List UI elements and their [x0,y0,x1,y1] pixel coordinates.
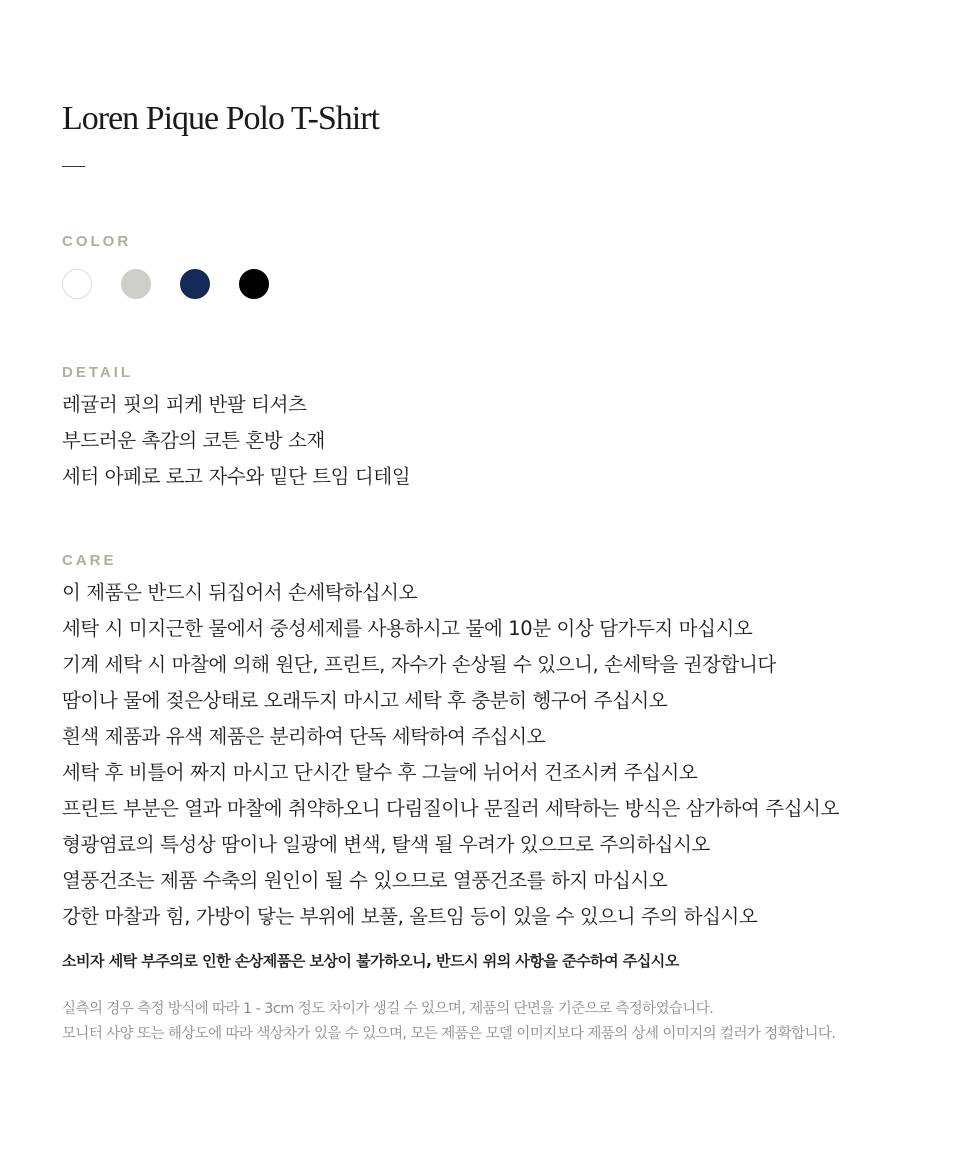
care-line: 세탁 후 비틀어 짜지 마시고 단시간 탈수 후 그늘에 뉘어서 건조시켜 주십시오 [62,761,698,784]
care-line: 땀이나 물에 젖은상태로 오래두지 마시고 세탁 후 충분히 헹구어 주십시오 [62,689,668,712]
detail-line: 부드러운 촉감의 코튼 혼방 소재 [62,429,325,452]
care-line: 열풍건조는 제품 수축의 원인이 될 수 있으므로 열풍건조를 하지 마십시오 [62,869,668,892]
color-swatch-black[interactable] [239,269,269,299]
note-line: 모니터 사양 또는 해상도에 따라 색상차가 있을 수 있으며, 모든 제품은 모델 이미지보다 제품의 상세 이미지의 컬러가 정확합니다. [62,1026,836,1042]
detail-list [62,387,410,495]
care-line: 강한 마찰과 힘, 가방이 닿는 부위에 보풀, 올트임 등이 있을 수 있으니 주의 하십시오 [62,905,758,928]
care-section-label: CARE [62,552,117,569]
care-list [62,575,839,935]
measurement-notes [62,997,835,1047]
care-line: 형광염료의 특성상 땀이나 일광에 변색, 탈색 될 우려가 있으므로 주의하십시오 [62,833,710,856]
care-line: 세탁 시 미지근한 물에서 중성세제를 사용하시고 물에 10분 이상 담가두지 마십시오 [62,617,753,640]
care-line: 흰색 제품과 유색 제품은 분리하여 단독 세탁하여 주십시오 [62,725,546,748]
product-title: Loren Pique Polo T-Shirt [62,100,379,137]
care-line: 이 제품은 반드시 뒤집어서 손세탁하십시오 [62,581,418,604]
title-divider [62,166,85,167]
color-swatches [62,269,269,299]
color-swatch-light-gray[interactable] [121,269,151,299]
detail-section-label: DETAIL [62,364,134,381]
note-line: 실측의 경우 측정 방식에 따라 1 - 3cm 정도 차이가 생길 수 있으며, 제품의 단면을 기준으로 측정하였습니다. [62,1001,714,1017]
care-line: 프린트 부분은 열과 마찰에 취약하오니 다림질이나 문질러 세탁하는 방식은 삼가하여 주십시오 [62,797,840,820]
color-section-label: COLOR [62,233,132,250]
care-warning: 소비자 세탁 부주의로 인한 손상제품은 보상이 불가하오니, 반드시 위의 사항을 준수하여 주십시오 [62,952,679,970]
care-line: 기계 세탁 시 마찰에 의해 원단, 프린트, 자수가 손상될 수 있으니, 손세탁을 권장합니다 [62,653,776,676]
color-swatch-white[interactable] [62,269,92,299]
detail-line: 레귤러 핏의 피케 반팔 티셔츠 [62,393,307,416]
color-swatch-navy[interactable] [180,269,210,299]
detail-line: 세터 아페로 로고 자수와 밑단 트임 디테일 [62,465,411,488]
